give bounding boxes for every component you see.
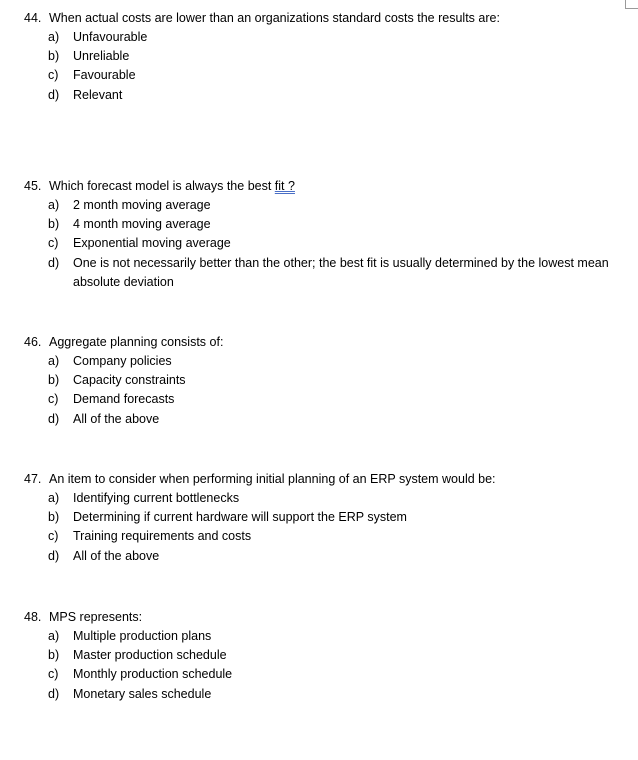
option-a [24, 196, 624, 215]
option-b [24, 47, 624, 66]
option-text: 4 month moving average [73, 217, 211, 232]
question-47 [24, 470, 624, 566]
option-a [24, 489, 624, 508]
option-letter: b) [48, 510, 60, 525]
question-number: 46. [24, 335, 42, 349]
option-text: Company policies [73, 354, 172, 368]
question-stem [24, 9, 624, 28]
option-list [24, 489, 624, 566]
option-text: Monetary sales schedule [73, 686, 212, 701]
question-text: Aggregate planning consists of: [49, 335, 224, 349]
option-text: Relevant [73, 87, 123, 102]
option-text: Determining if current hardware will support the ERP system [73, 510, 407, 525]
option-letter: c) [48, 667, 59, 682]
option-text: 2 month moving average [73, 198, 211, 212]
question-number: 45. [24, 179, 42, 193]
option-letter: c) [48, 236, 59, 251]
option-letter: d) [48, 686, 60, 701]
option-text: Identifying current bottlenecks [73, 491, 240, 505]
question-stem [24, 608, 624, 627]
option-b [24, 215, 624, 234]
question-44 [24, 9, 624, 105]
option-b [24, 508, 624, 527]
question-48 [24, 608, 624, 704]
option-list [24, 28, 624, 105]
option-c [24, 390, 624, 409]
question-number: 47. [24, 472, 42, 486]
option-text: Unreliable [73, 49, 130, 64]
option-text: Monthly production schedule [73, 667, 233, 682]
option-letter: c) [48, 529, 59, 544]
option-letter: a) [48, 354, 60, 368]
option-letter: d) [48, 87, 60, 102]
option-letter: b) [48, 373, 60, 388]
option-letter: c) [48, 392, 59, 407]
option-d [24, 86, 624, 105]
option-d [24, 254, 624, 292]
option-letter: d) [48, 411, 60, 426]
option-d [24, 410, 624, 429]
option-letter: a) [48, 198, 60, 212]
question-text: Which forecast model is always the best [49, 179, 275, 193]
option-letter: a) [48, 491, 60, 505]
option-text: All of the above [73, 411, 160, 426]
option-c [24, 66, 624, 85]
option-text: All of the above [73, 548, 160, 563]
option-text: Master production schedule [73, 648, 227, 663]
question-number: 48. [24, 610, 42, 624]
option-list [24, 352, 624, 429]
option-letter: a) [48, 629, 60, 643]
option-text: One is not necessarily better than the other; the best fit is usually determined by the lowest mean absolute deviation [73, 255, 609, 289]
question-number: 44. [24, 11, 42, 25]
option-c [24, 234, 624, 253]
option-letter: d) [48, 548, 60, 563]
question-45 [24, 177, 624, 292]
option-b [24, 646, 624, 665]
option-letter: d) [48, 255, 60, 270]
option-a [24, 352, 624, 371]
question-stem [24, 470, 624, 489]
question-text: An item to consider when performing initial planning of an ERP system would be: [49, 472, 496, 486]
option-d [24, 685, 624, 704]
option-list [24, 627, 624, 704]
option-d [24, 547, 624, 566]
option-text: Unfavourable [73, 30, 148, 44]
option-letter: b) [48, 217, 60, 232]
question-stem [24, 177, 624, 196]
option-a [24, 28, 624, 47]
option-text: Training requirements and costs [73, 529, 252, 544]
question-46 [24, 333, 624, 429]
option-letter: a) [48, 30, 60, 44]
option-c [24, 665, 624, 684]
option-text: Demand forecasts [73, 392, 175, 407]
question-text: When actual costs are lower than an organizations standard costs the results are: [49, 11, 500, 25]
question-stem [24, 333, 624, 352]
question-text: MPS represents: [49, 610, 143, 624]
grammar-flagged-text: fit ? [274, 179, 295, 193]
option-letter: b) [48, 648, 60, 663]
option-c [24, 527, 624, 546]
option-letter: c) [48, 68, 59, 83]
option-list [24, 196, 624, 292]
page-corner-mark [625, 0, 638, 9]
option-text: Capacity constraints [73, 373, 186, 388]
option-text: Exponential moving average [73, 236, 231, 251]
option-text: Favourable [73, 68, 136, 83]
option-text: Multiple production plans [73, 629, 212, 643]
option-a [24, 627, 624, 646]
option-b [24, 371, 624, 390]
option-letter: b) [48, 49, 60, 64]
